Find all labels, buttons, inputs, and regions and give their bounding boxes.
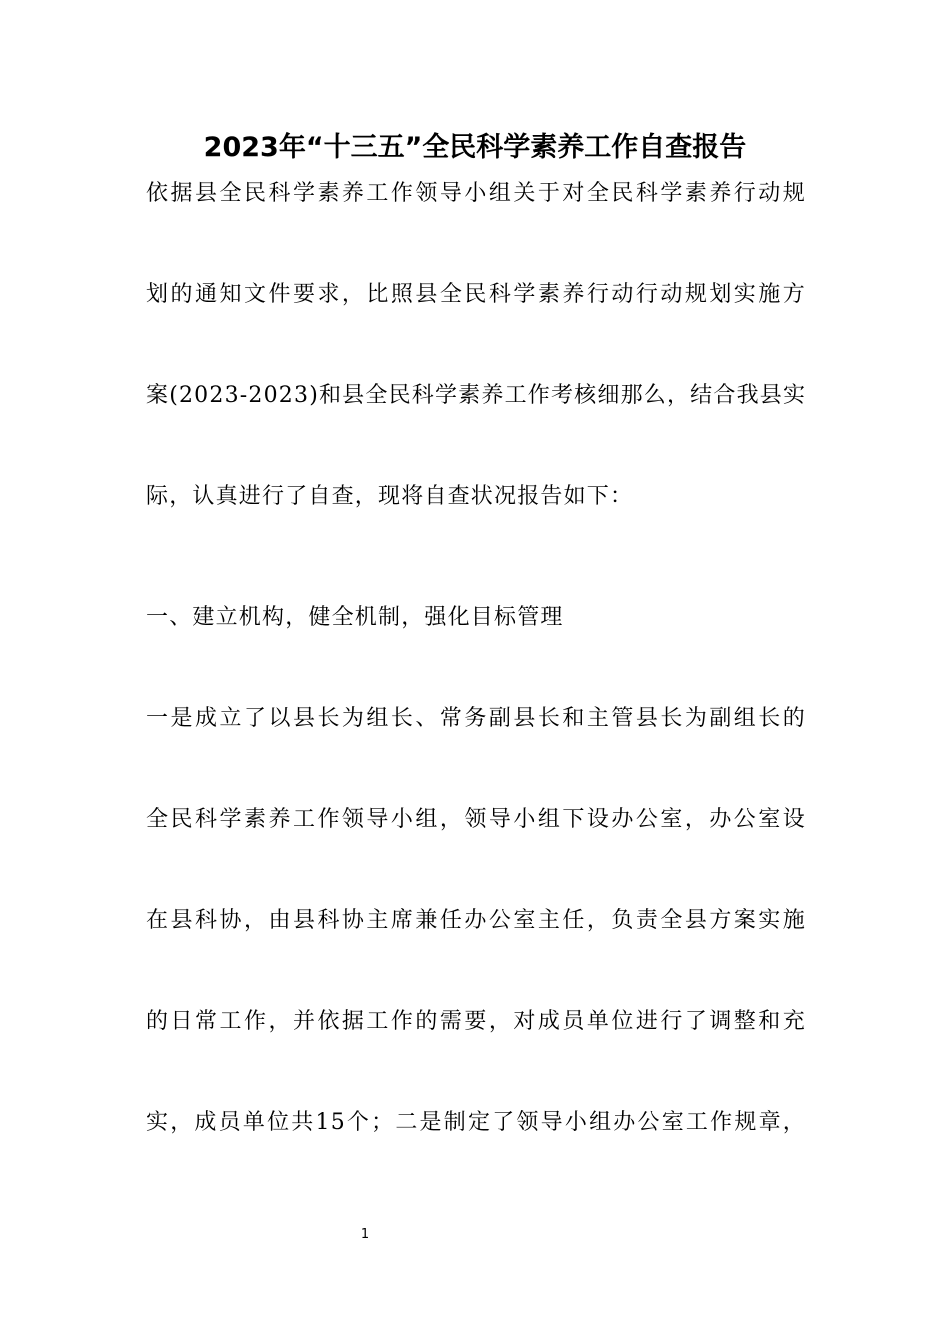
paragraph-line: 际，认真进行了自查，现将自查状况报告如下： bbox=[146, 484, 634, 509]
paragraph-line: 的日常工作，并依据工作的需要，对成员单位进行了调整和充 bbox=[146, 1009, 806, 1034]
page-number: 1 bbox=[360, 1227, 370, 1242]
paragraph-line: 在县科协，由县科协主席兼任办公室主任，负责全县方案实施 bbox=[146, 908, 806, 933]
paragraph-line: 实，成员单位共15个；二是制定了领导小组办公室工作规章， bbox=[146, 1110, 806, 1135]
section-heading: 一、建立机构，健全机制，强化目标管理 bbox=[146, 605, 564, 630]
paragraph-line: 案(2023-2023)和县全民科学素养工作考核细那么，结合我县实 bbox=[146, 383, 807, 408]
paragraph-line: 依据县全民科学素养工作领导小组关于对全民科学素养行动规 bbox=[146, 181, 806, 206]
paragraph-line: 划的通知文件要求，比照县全民科学素养行动行动规划实施方 bbox=[146, 282, 806, 307]
paragraph-line: 全民科学素养工作领导小组，领导小组下设办公室，办公室设 bbox=[146, 807, 806, 832]
document-title: 2023年“十三五”全民科学素养工作自查报告 bbox=[203, 132, 747, 163]
paragraph-line: 一是成立了以县长为组长、常务副县长和主管县长为副组长的 bbox=[146, 706, 806, 731]
